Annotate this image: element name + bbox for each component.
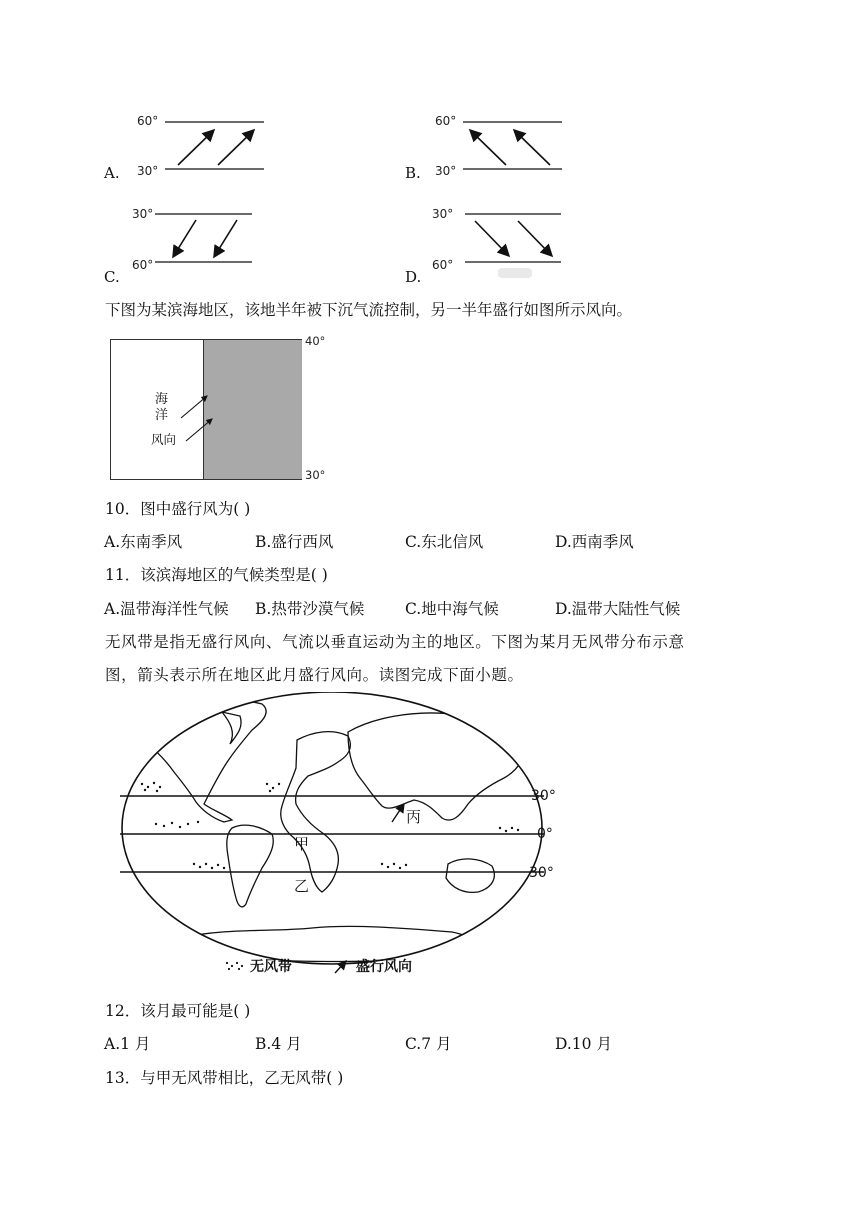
legend-wind-label: 盛行风向: [356, 959, 412, 975]
map-equator-label: 0°: [537, 826, 553, 842]
q12-option-a: A.1 月: [104, 1035, 151, 1053]
q11-stem: 11．该滨海地区的气候类型是( ): [105, 566, 328, 584]
legend-doldrums-label: 无风带: [250, 959, 292, 975]
map-label-jia: 甲: [294, 835, 310, 853]
option-letter: A.: [104, 164, 120, 182]
latitude-label: 30°: [132, 207, 154, 221]
wind-legend-arrow-icon: [332, 957, 350, 975]
q13-stem: 13．与甲无风带相比，乙无风带( ): [105, 1069, 344, 1087]
latitude-label: 30°: [435, 164, 457, 178]
q12-option-d: D.10 月: [555, 1035, 612, 1053]
wind-arrow-diagram: [458, 112, 568, 176]
q11-option-d: D.温带大陆性气候: [555, 600, 681, 618]
q10-option-b: B.盛行西风: [255, 533, 334, 551]
wind-direction-arrows: [177, 392, 217, 446]
option-letter: D.: [405, 268, 422, 286]
wind-arrow-diagram: [455, 205, 565, 269]
map-latitude-30s-label: 30°: [529, 865, 554, 881]
land-area: [203, 340, 302, 479]
ocean-label: 洋: [155, 408, 169, 423]
wind-arrow-diagram: [150, 205, 260, 269]
doldrums-intro-line2: 图，箭头表示所在地区此月盛行风向。读图完成下面小题。: [105, 666, 524, 684]
q10-option-c: C.东北信风: [405, 533, 484, 551]
ocean-label: 海: [155, 392, 169, 407]
option-letter: C.: [104, 268, 120, 286]
world-map-figure: [112, 692, 572, 982]
q10-stem: 10．图中盛行风为( ): [105, 500, 251, 518]
option-letter: B.: [405, 164, 421, 182]
map-label-yi: 乙: [294, 877, 310, 895]
wind-arrow-diagram: [160, 112, 270, 176]
latitude-label: 30°: [305, 468, 326, 482]
q10-option-d: D.西南季风: [555, 533, 634, 551]
doldrums-intro-line1: 无风带是指无盛行风向、气流以垂直运动为主的地区。下图为某月无风带分布示意: [105, 633, 685, 651]
q11-option-a: A.温带海洋性气候: [104, 600, 229, 618]
q12-option-b: B.4 月: [255, 1035, 302, 1053]
q11-option-c: C.地中海气候: [405, 600, 499, 618]
coastal-intro-text: 下图为某滨海地区，该地半年被下沉气流控制，另一半年盛行如图所示风向。: [105, 301, 633, 319]
latitude-label: 40°: [305, 334, 326, 348]
q11-option-b: B.热带沙漠气候: [255, 600, 365, 618]
smudge-mark: [498, 268, 532, 278]
latitude-label: 60°: [435, 114, 457, 128]
q10-option-a: A.东南季风: [104, 533, 183, 551]
latitude-label: 60°: [137, 114, 159, 128]
coastal-figure: [110, 339, 302, 480]
latitude-label: 60°: [132, 258, 154, 272]
map-label-bing: 丙: [406, 808, 422, 826]
q12-option-c: C.7 月: [405, 1035, 452, 1053]
latitude-label: 30°: [432, 207, 454, 221]
map-oval-outline: [122, 692, 542, 964]
map-latitude-30n-label: 30°: [531, 788, 556, 804]
latitude-label: 60°: [432, 258, 454, 272]
q12-stem: 12．该月最可能是( ): [105, 1002, 251, 1020]
doldrum-legend-icon: [224, 960, 246, 972]
wind-direction-label: 风向: [151, 432, 177, 447]
latitude-label: 30°: [137, 164, 159, 178]
